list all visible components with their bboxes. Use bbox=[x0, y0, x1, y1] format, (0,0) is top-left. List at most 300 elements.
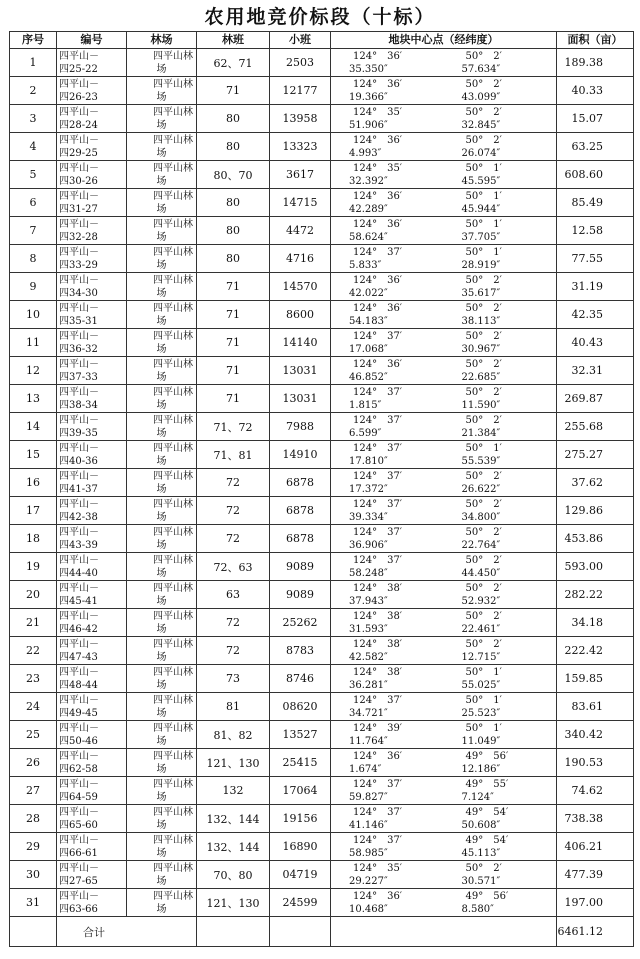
cell-linban: 71、72 bbox=[197, 413, 270, 441]
longitude-deg-min: 124° 37′ bbox=[353, 386, 403, 398]
cell-xiaoban: 6878 bbox=[270, 497, 331, 525]
cell-area: 197.00 bbox=[557, 889, 634, 917]
longitude bbox=[331, 806, 444, 832]
code-line1: 四平山－ bbox=[59, 722, 99, 734]
header-linban: 林班 bbox=[197, 32, 270, 49]
longitude bbox=[331, 862, 444, 888]
latitude-deg-min: 50° 2′ bbox=[465, 638, 502, 650]
coord-wrap bbox=[331, 554, 556, 580]
cell-area: 406.21 bbox=[557, 833, 634, 861]
table-row bbox=[10, 777, 634, 805]
longitude-sec: 42.022″ bbox=[349, 287, 388, 299]
code-line1: 四平山－ bbox=[59, 414, 99, 426]
code-line1: 四平山－ bbox=[59, 498, 99, 510]
forest-line2: 场 bbox=[156, 343, 167, 355]
total-label: 合计 bbox=[57, 917, 197, 947]
longitude bbox=[331, 442, 444, 468]
latitude-sec: 34.800″ bbox=[461, 511, 501, 523]
longitude-deg-min: 124° 37′ bbox=[353, 834, 403, 846]
latitude bbox=[444, 302, 557, 328]
longitude bbox=[331, 134, 444, 160]
latitude bbox=[444, 778, 557, 804]
latitude-sec: 32.845″ bbox=[461, 119, 501, 131]
cell-linban: 72 bbox=[197, 469, 270, 497]
longitude-deg-min: 124° 35′ bbox=[353, 162, 403, 174]
cell-code bbox=[57, 833, 127, 861]
cell-area: 477.39 bbox=[557, 861, 634, 889]
forest-line2: 场 bbox=[156, 819, 167, 831]
forest-line2: 场 bbox=[156, 175, 167, 187]
coord-wrap bbox=[331, 470, 556, 496]
cell-forest bbox=[127, 693, 197, 721]
cell-area: 37.62 bbox=[557, 469, 634, 497]
cell-xiaoban: 4472 bbox=[270, 217, 331, 245]
forest-line2: 场 bbox=[156, 875, 167, 887]
latitude-deg-min: 50° 2′ bbox=[465, 526, 502, 538]
forest-line1: 四平山林 bbox=[153, 806, 193, 818]
cell-area: 453.86 bbox=[557, 525, 634, 553]
forest-line1: 四平山林 bbox=[153, 694, 193, 706]
forest-line2: 场 bbox=[156, 903, 167, 915]
latitude-deg-min: 50° 2′ bbox=[465, 50, 502, 62]
table-row bbox=[10, 49, 634, 77]
cell-xiaoban: 14910 bbox=[270, 441, 331, 469]
longitude bbox=[331, 78, 444, 104]
longitude-deg-min: 124° 36′ bbox=[353, 50, 403, 62]
code-line2: 四62-58 bbox=[59, 763, 98, 775]
latitude-sec: 12.715″ bbox=[461, 651, 501, 663]
longitude bbox=[331, 610, 444, 636]
longitude-deg-min: 124° 37′ bbox=[353, 694, 403, 706]
cell-area: 12.58 bbox=[557, 217, 634, 245]
table-row bbox=[10, 889, 634, 917]
longitude bbox=[331, 778, 444, 804]
cell-linban: 71 bbox=[197, 329, 270, 357]
longitude-deg-min: 124° 37′ bbox=[353, 330, 403, 342]
cell-xiaoban: 14140 bbox=[270, 329, 331, 357]
latitude-sec: 22.461″ bbox=[461, 623, 501, 635]
code-line1: 四平山－ bbox=[59, 246, 99, 258]
forest-line1: 四平山林 bbox=[153, 834, 193, 846]
latitude-sec: 26.074″ bbox=[461, 147, 501, 159]
table-row bbox=[10, 693, 634, 721]
forest-line2: 场 bbox=[156, 147, 167, 159]
cell-area: 40.43 bbox=[557, 329, 634, 357]
longitude-sec: 1.674″ bbox=[349, 763, 382, 775]
longitude-sec: 29.227″ bbox=[349, 875, 388, 887]
header-xiaoban: 小班 bbox=[270, 32, 331, 49]
cell-center-coord bbox=[331, 469, 557, 497]
cell-center-coord bbox=[331, 217, 557, 245]
code-line2: 四44-40 bbox=[59, 567, 98, 579]
cell-forest bbox=[127, 497, 197, 525]
coord-wrap bbox=[331, 666, 556, 692]
longitude bbox=[331, 386, 444, 412]
table-row bbox=[10, 133, 634, 161]
latitude bbox=[444, 806, 557, 832]
cell-forest bbox=[127, 301, 197, 329]
cell-no: 14 bbox=[10, 413, 57, 441]
latitude-deg-min: 50° 1′ bbox=[465, 162, 502, 174]
cell-code bbox=[57, 161, 127, 189]
cell-code bbox=[57, 413, 127, 441]
cell-center-coord bbox=[331, 525, 557, 553]
code-line1: 四平山－ bbox=[59, 554, 99, 566]
cell-no: 26 bbox=[10, 749, 57, 777]
cell-code bbox=[57, 749, 127, 777]
longitude-deg-min: 124° 37′ bbox=[353, 498, 403, 510]
cell-center-coord bbox=[331, 497, 557, 525]
latitude-sec: 25.523″ bbox=[461, 707, 501, 719]
latitude-deg-min: 50° 2′ bbox=[465, 78, 502, 90]
cell-code bbox=[57, 245, 127, 273]
longitude-deg-min: 124° 36′ bbox=[353, 78, 403, 90]
longitude bbox=[331, 750, 444, 776]
forest-line2: 场 bbox=[156, 511, 167, 523]
forest-line2: 场 bbox=[156, 119, 167, 131]
cell-code bbox=[57, 301, 127, 329]
cell-center-coord bbox=[331, 105, 557, 133]
longitude-sec: 17.068″ bbox=[349, 343, 388, 355]
longitude-sec: 34.721″ bbox=[349, 707, 388, 719]
latitude-deg-min: 49° 56′ bbox=[465, 890, 509, 902]
longitude-sec: 58.248″ bbox=[349, 567, 388, 579]
cell-center-coord bbox=[331, 889, 557, 917]
longitude-deg-min: 124° 37′ bbox=[353, 806, 403, 818]
latitude bbox=[444, 750, 557, 776]
cell-code bbox=[57, 469, 127, 497]
cell-linban: 62、71 bbox=[197, 49, 270, 77]
forest-line1: 四平山林 bbox=[153, 218, 193, 230]
longitude bbox=[331, 106, 444, 132]
table-row bbox=[10, 217, 634, 245]
cell-center-coord bbox=[331, 273, 557, 301]
code-line1: 四平山－ bbox=[59, 106, 99, 118]
longitude-deg-min: 124° 36′ bbox=[353, 358, 403, 370]
latitude bbox=[444, 190, 557, 216]
cell-code bbox=[57, 665, 127, 693]
cell-no: 19 bbox=[10, 553, 57, 581]
cell-xiaoban: 6878 bbox=[270, 525, 331, 553]
longitude-sec: 59.827″ bbox=[349, 791, 388, 803]
code-line2: 四34-30 bbox=[59, 287, 98, 299]
code-line2: 四49-45 bbox=[59, 707, 98, 719]
longitude bbox=[331, 834, 444, 860]
forest-line1: 四平山林 bbox=[153, 78, 193, 90]
cell-no: 23 bbox=[10, 665, 57, 693]
cell-center-coord bbox=[331, 49, 557, 77]
cell-code bbox=[57, 889, 127, 917]
code-line2: 四32-28 bbox=[59, 231, 98, 243]
cell-xiaoban: 14715 bbox=[270, 189, 331, 217]
coord-wrap bbox=[331, 162, 556, 188]
latitude bbox=[444, 78, 557, 104]
coord-wrap bbox=[331, 134, 556, 160]
cell-linban: 72、63 bbox=[197, 553, 270, 581]
cell-code bbox=[57, 49, 127, 77]
latitude-deg-min: 50° 1′ bbox=[465, 442, 502, 454]
cell-linban: 81 bbox=[197, 693, 270, 721]
coord-wrap bbox=[331, 218, 556, 244]
cell-no: 1 bbox=[10, 49, 57, 77]
code-line2: 四30-26 bbox=[59, 175, 98, 187]
table-row bbox=[10, 861, 634, 889]
cell-forest bbox=[127, 357, 197, 385]
latitude bbox=[444, 414, 557, 440]
latitude-sec: 22.764″ bbox=[461, 539, 501, 551]
cell-center-coord bbox=[331, 357, 557, 385]
cell-linban: 70、80 bbox=[197, 861, 270, 889]
cell-xiaoban: 08620 bbox=[270, 693, 331, 721]
cell-no: 3 bbox=[10, 105, 57, 133]
header-center-coord: 地块中心点（经纬度） bbox=[331, 32, 557, 49]
longitude-deg-min: 124° 36′ bbox=[353, 750, 403, 762]
cell-linban: 80 bbox=[197, 217, 270, 245]
latitude-sec: 50.608″ bbox=[461, 819, 501, 831]
code-line1: 四平山－ bbox=[59, 50, 99, 62]
longitude-deg-min: 124° 37′ bbox=[353, 246, 403, 258]
code-line2: 四39-35 bbox=[59, 427, 98, 439]
latitude-deg-min: 50° 1′ bbox=[465, 694, 502, 706]
table-row bbox=[10, 609, 634, 637]
coord-wrap bbox=[331, 694, 556, 720]
table-row bbox=[10, 245, 634, 273]
code-line2: 四35-31 bbox=[59, 315, 98, 327]
forest-line2: 场 bbox=[156, 399, 167, 411]
cell-no: 21 bbox=[10, 609, 57, 637]
code-line1: 四平山－ bbox=[59, 638, 99, 650]
cell-xiaoban: 13031 bbox=[270, 385, 331, 413]
longitude-sec: 36.281″ bbox=[349, 679, 388, 691]
cell-linban: 72 bbox=[197, 609, 270, 637]
latitude-deg-min: 50° 2′ bbox=[465, 610, 502, 622]
cell-no: 27 bbox=[10, 777, 57, 805]
code-line2: 四65-60 bbox=[59, 819, 98, 831]
cell-code bbox=[57, 553, 127, 581]
code-line2: 四31-27 bbox=[59, 203, 98, 215]
cell-linban: 80、70 bbox=[197, 161, 270, 189]
latitude-deg-min: 50° 1′ bbox=[465, 722, 502, 734]
cell-center-coord bbox=[331, 189, 557, 217]
cell-center-coord bbox=[331, 861, 557, 889]
cell-no: 11 bbox=[10, 329, 57, 357]
forest-line2: 场 bbox=[156, 623, 167, 635]
code-line2: 四43-39 bbox=[59, 539, 98, 551]
latitude-deg-min: 50° 2′ bbox=[465, 358, 502, 370]
longitude bbox=[331, 274, 444, 300]
cell-forest bbox=[127, 777, 197, 805]
cell-linban: 72 bbox=[197, 525, 270, 553]
longitude-sec: 58.985″ bbox=[349, 847, 388, 859]
latitude-sec: 30.967″ bbox=[461, 343, 501, 355]
code-line2: 四25-22 bbox=[59, 63, 98, 75]
cell-linban: 73 bbox=[197, 665, 270, 693]
forest-line2: 场 bbox=[156, 63, 167, 75]
cell-center-coord bbox=[331, 77, 557, 105]
cell-area: 275.27 bbox=[557, 441, 634, 469]
code-line2: 四46-42 bbox=[59, 623, 98, 635]
cell-xiaoban: 9089 bbox=[270, 581, 331, 609]
coord-wrap bbox=[331, 302, 556, 328]
forest-line1: 四平山林 bbox=[153, 358, 193, 370]
cell-no: 7 bbox=[10, 217, 57, 245]
code-line1: 四平山－ bbox=[59, 890, 99, 902]
longitude-sec: 41.146″ bbox=[349, 819, 388, 831]
longitude-sec: 36.906″ bbox=[349, 539, 388, 551]
cell-no: 31 bbox=[10, 889, 57, 917]
code-line2: 四66-61 bbox=[59, 847, 98, 859]
code-line2: 四48-44 bbox=[59, 679, 98, 691]
coord-wrap bbox=[331, 414, 556, 440]
latitude-deg-min: 49° 54′ bbox=[465, 806, 509, 818]
forest-line1: 四平山林 bbox=[153, 638, 193, 650]
cell-linban: 71 bbox=[197, 357, 270, 385]
code-line1: 四平山－ bbox=[59, 442, 99, 454]
latitude-sec: 55.025″ bbox=[461, 679, 501, 691]
longitude-sec: 19.366″ bbox=[349, 91, 388, 103]
cell-area: 32.31 bbox=[557, 357, 634, 385]
cell-forest bbox=[127, 833, 197, 861]
longitude-deg-min: 124° 37′ bbox=[353, 554, 403, 566]
cell-forest bbox=[127, 273, 197, 301]
coord-wrap bbox=[331, 442, 556, 468]
cell-linban: 71 bbox=[197, 301, 270, 329]
forest-line1: 四平山林 bbox=[153, 554, 193, 566]
latitude-sec: 22.685″ bbox=[461, 371, 501, 383]
code-line1: 四平山－ bbox=[59, 778, 99, 790]
cell-center-coord bbox=[331, 665, 557, 693]
forest-line1: 四平山林 bbox=[153, 582, 193, 594]
latitude-sec: 37.705″ bbox=[461, 231, 501, 243]
latitude bbox=[444, 862, 557, 888]
cell-center-coord bbox=[331, 441, 557, 469]
code-line1: 四平山－ bbox=[59, 582, 99, 594]
longitude-sec: 54.183″ bbox=[349, 315, 388, 327]
cell-center-coord bbox=[331, 693, 557, 721]
forest-line2: 场 bbox=[156, 567, 167, 579]
latitude-sec: 43.099″ bbox=[461, 91, 501, 103]
cell-code bbox=[57, 133, 127, 161]
forest-line2: 场 bbox=[156, 763, 167, 775]
cell-forest bbox=[127, 553, 197, 581]
forest-line2: 场 bbox=[156, 483, 167, 495]
cell-area: 738.38 bbox=[557, 805, 634, 833]
code-line2: 四28-24 bbox=[59, 119, 98, 131]
longitude-deg-min: 124° 38′ bbox=[353, 638, 403, 650]
cell-area: 255.68 bbox=[557, 413, 634, 441]
cell-center-coord bbox=[331, 581, 557, 609]
cell-xiaoban: 04719 bbox=[270, 861, 331, 889]
latitude-deg-min: 50° 2′ bbox=[465, 582, 502, 594]
forest-line2: 场 bbox=[156, 679, 167, 691]
cell-center-coord bbox=[331, 721, 557, 749]
cell-code bbox=[57, 861, 127, 889]
latitude-deg-min: 50° 2′ bbox=[465, 554, 502, 566]
forest-line1: 四平山林 bbox=[153, 890, 193, 902]
cell-center-coord bbox=[331, 161, 557, 189]
cell-area: 593.00 bbox=[557, 553, 634, 581]
coord-wrap bbox=[331, 78, 556, 104]
longitude-sec: 32.392″ bbox=[349, 175, 388, 187]
cell-code bbox=[57, 609, 127, 637]
cell-code bbox=[57, 189, 127, 217]
longitude-deg-min: 124° 37′ bbox=[353, 442, 403, 454]
latitude-deg-min: 49° 55′ bbox=[465, 778, 509, 790]
cell-xiaoban: 3617 bbox=[270, 161, 331, 189]
latitude-sec: 11.049″ bbox=[461, 735, 501, 747]
latitude bbox=[444, 722, 557, 748]
cell-xiaoban: 7988 bbox=[270, 413, 331, 441]
longitude-deg-min: 124° 37′ bbox=[353, 470, 403, 482]
cell-no: 9 bbox=[10, 273, 57, 301]
longitude-deg-min: 124° 36′ bbox=[353, 218, 403, 230]
latitude bbox=[444, 330, 557, 356]
cell-xiaoban: 13323 bbox=[270, 133, 331, 161]
cell-area: 189.38 bbox=[557, 49, 634, 77]
coord-wrap bbox=[331, 358, 556, 384]
latitude bbox=[444, 162, 557, 188]
cell-no: 15 bbox=[10, 441, 57, 469]
cell-center-coord bbox=[331, 637, 557, 665]
forest-line2: 场 bbox=[156, 259, 167, 271]
longitude-sec: 37.943″ bbox=[349, 595, 388, 607]
header-forest: 林场 bbox=[127, 32, 197, 49]
code-line1: 四平山－ bbox=[59, 610, 99, 622]
cell-linban: 121、130 bbox=[197, 749, 270, 777]
forest-line1: 四平山林 bbox=[153, 666, 193, 678]
table-row bbox=[10, 749, 634, 777]
code-line2: 四38-34 bbox=[59, 399, 98, 411]
cell-area: 15.07 bbox=[557, 105, 634, 133]
forest-line2: 场 bbox=[156, 91, 167, 103]
cell-area: 282.22 bbox=[557, 581, 634, 609]
cell-no: 6 bbox=[10, 189, 57, 217]
cell-xiaoban: 25262 bbox=[270, 609, 331, 637]
latitude bbox=[444, 834, 557, 860]
forest-line2: 场 bbox=[156, 539, 167, 551]
coord-wrap bbox=[331, 190, 556, 216]
longitude-sec: 39.334″ bbox=[349, 511, 388, 523]
code-line1: 四平山－ bbox=[59, 274, 99, 286]
latitude-deg-min: 50° 1′ bbox=[465, 190, 502, 202]
cell-forest bbox=[127, 105, 197, 133]
coord-wrap bbox=[331, 106, 556, 132]
latitude bbox=[444, 638, 557, 664]
cell-xiaoban: 13031 bbox=[270, 357, 331, 385]
table-row bbox=[10, 525, 634, 553]
cell-xiaoban: 9089 bbox=[270, 553, 331, 581]
longitude-sec: 46.852″ bbox=[349, 371, 388, 383]
cell-linban: 72 bbox=[197, 497, 270, 525]
coord-wrap bbox=[331, 526, 556, 552]
cell-linban: 80 bbox=[197, 245, 270, 273]
cell-area: 40.33 bbox=[557, 77, 634, 105]
longitude-sec: 6.599″ bbox=[349, 427, 382, 439]
cell-xiaoban: 25415 bbox=[270, 749, 331, 777]
cell-no: 30 bbox=[10, 861, 57, 889]
longitude-deg-min: 124° 36′ bbox=[353, 302, 403, 314]
total-blank-no bbox=[10, 917, 57, 947]
longitude-sec: 17.810″ bbox=[349, 455, 388, 467]
total-area: 6461.12 bbox=[557, 917, 634, 947]
coord-wrap bbox=[331, 610, 556, 636]
cell-no: 28 bbox=[10, 805, 57, 833]
cell-linban: 80 bbox=[197, 133, 270, 161]
cell-no: 25 bbox=[10, 721, 57, 749]
cell-linban: 80 bbox=[197, 105, 270, 133]
longitude-sec: 1.815″ bbox=[349, 399, 382, 411]
cell-linban: 71 bbox=[197, 77, 270, 105]
